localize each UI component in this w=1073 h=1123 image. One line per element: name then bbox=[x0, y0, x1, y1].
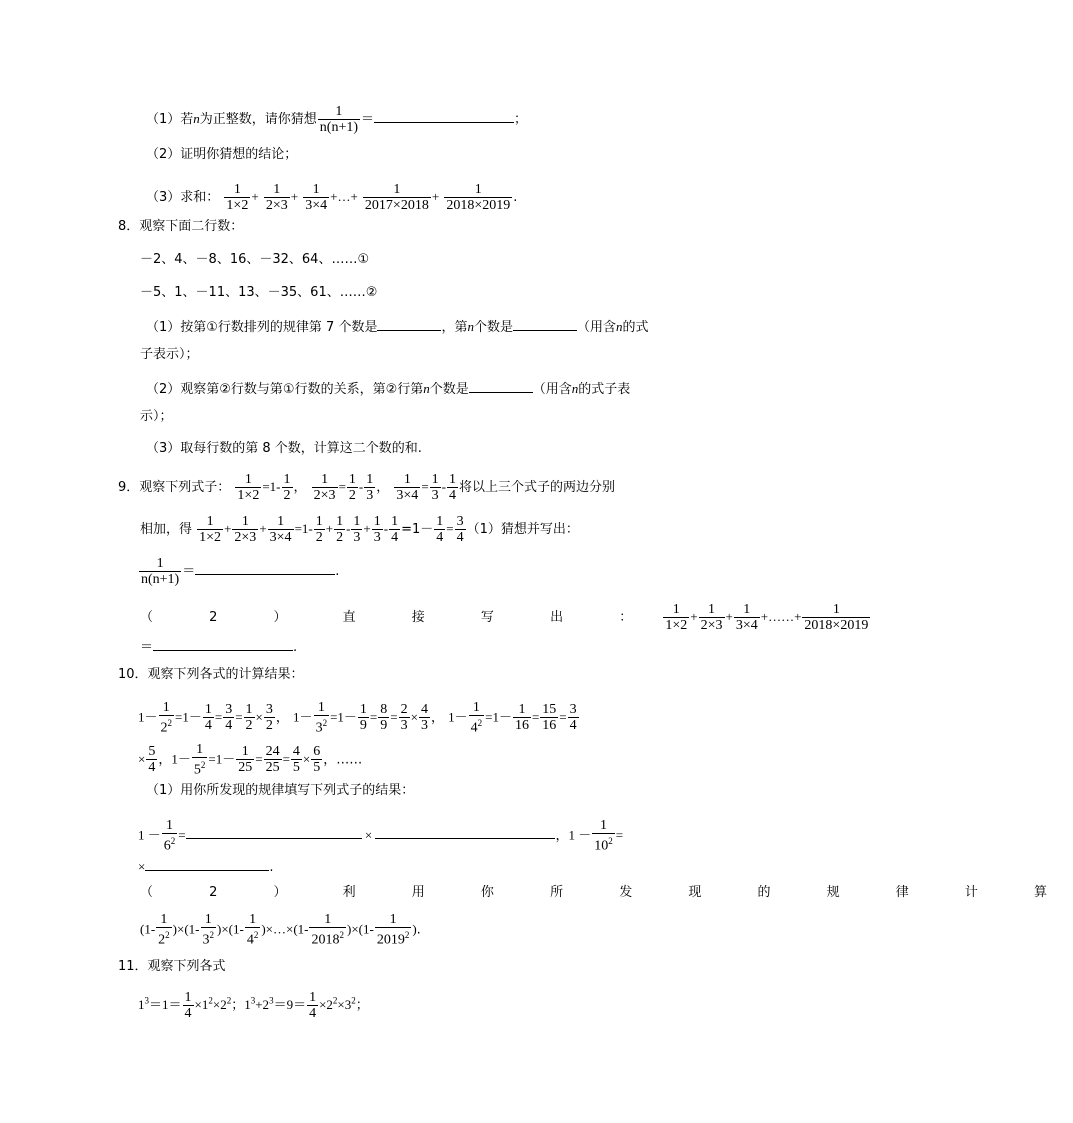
fraction: $\frac{1}{2017\times 2018}$ bbox=[364, 182, 429, 213]
q8-part3: （3）取每行数的第 8 个数，计算这二个数的和. bbox=[146, 441, 422, 456]
fraction: $\frac{1}{1\times 2}$ bbox=[226, 182, 249, 213]
q9-line3: $\frac{1}{n(n+1)}$ ＝ . bbox=[141, 556, 340, 587]
q10-part1: （1）用你所发现的规律填写下列式子的结果： bbox=[146, 783, 415, 798]
q8-title: 8．观察下面二行数： bbox=[118, 219, 244, 234]
q7-part3: （3）求和： $\frac{1}{1\times 2}$ + $\frac{1}{2\times 3}$ + $\frac{1}{3\times 4}$ +…+ $\frac{1}{2017\times 2018}$ + $\frac{1}{2018\times 2019}$ . bbox=[146, 182, 518, 213]
answer-blank bbox=[375, 824, 555, 839]
q8-row1: －2、4、－8、16、－32、64、……① bbox=[140, 252, 370, 267]
fraction: $\frac{1}{n(n+1)}$ bbox=[319, 104, 359, 135]
q10-line2: × $\frac{5}{4}$ ，1－ $\frac{1}{5^2}$ =1－ $\frac{1}{25}$ = $\frac{24}{25}$ = $\frac{4}{5}$ × $\frac{6}{5}$ ，…… bbox=[138, 742, 363, 778]
q9-part2-answer: ＝ . bbox=[140, 636, 297, 657]
q8-part2: （2）观察第②行数与第①行数的关系，第②行第n个数是 （用含n的式子表 bbox=[146, 378, 630, 399]
q11-title: 11．观察下列各式 bbox=[118, 959, 226, 974]
answer-blank bbox=[186, 824, 362, 839]
q9-part2: （ 2 ） 直 接 写 出 ： $\frac{1}{1\times 2}$ + $\frac{1}{2\times 3}$ + $\frac{1}{3\times 4}$ +……+ $\frac{1}{2018\times 2019}$ bbox=[140, 602, 869, 633]
q10-part1-expr-cont: × . bbox=[138, 856, 273, 877]
fraction: $\frac{1}{2\times 3}$ bbox=[265, 182, 288, 213]
q9-line1: 9．观察下列式子： $\frac{1}{1\times 2}$ =1- $\frac{1}{2}$ ， $\frac{1}{2\times 3}$ = $\frac{1}{2}$ - $\frac{1}{3}$ ， $\frac{1}{3\times 4}$ = $\frac{1}{3}$ - $\frac{1}{4}$ 将以上三个式子的两边分别 bbox=[118, 472, 616, 503]
q8-part2-cont: 示）； bbox=[140, 409, 173, 424]
q8-part1: （1）按第①行数排列的规律第 7 个数是 ，第n个数是 （用含n的式 bbox=[146, 316, 649, 337]
q8-part1-cont: 子表示）； bbox=[140, 347, 199, 362]
q11-line1: $1^3=1=$ $\frac{1}{4}$ $\times 1^2\times 2^2$；$1^3+2^3=9=$ $\frac{1}{4}$ $\times 2^2\times 3^2$； bbox=[138, 990, 369, 1021]
answer-blank bbox=[145, 856, 269, 871]
q7-part1: （1）若n为正整数，请你猜想 $\frac{1}{n(n+1)}$ ＝ ； bbox=[146, 104, 528, 135]
answer-blank bbox=[195, 560, 335, 575]
fraction: $\frac{1}{2018\times 2019}$ bbox=[446, 182, 511, 213]
q10-line1: 1－ $\frac{1}{2^2}$ =1－ $\frac{1}{4}$ = $\frac{3}{4}$ = $\frac{1}{2}$ × $\frac{3}{2}$ ， 1－ $\frac{1}{3^2}$ =1－ $\frac{1}{9}$ = $\frac{8}{9}$ = $\frac{2}{3}$ × $\frac{4}{3}$ ， 1－ $\frac{1}{4^2}$ =1－ $\frac{1}{16}$ = $\frac{15}{16}$ = $\frac{3}{4}$ bbox=[138, 700, 577, 736]
answer-blank bbox=[153, 636, 293, 651]
answer-blank bbox=[513, 316, 577, 331]
fraction: $\frac{1}{3\times 4}$ bbox=[305, 182, 328, 213]
q7-part2: （2）证明你猜想的结论； bbox=[146, 147, 298, 162]
q10-title: 10．观察下列各式的计算结果： bbox=[118, 667, 304, 682]
answer-blank bbox=[377, 316, 441, 331]
answer-blank bbox=[469, 378, 533, 393]
q9-line2: 相加，得 $\frac{1}{1\times 2}$ + $\frac{1}{2\times 3}$ + $\frac{1}{3\times 4}$ =1- $\frac{1}{2}$ + $\frac{1}{2}$ - $\frac{1}{3}$ + $\frac{1}{3}$ - $\frac{1}{4}$ =1－ $\frac{1}{4}$ = $\frac{3}{4}$ （1）猜想并写出： bbox=[140, 514, 579, 545]
answer-blank bbox=[374, 108, 514, 123]
q8-row2: －5、1、－11、13、－35、61、……② bbox=[140, 285, 378, 300]
q10-part2-expr: (1- $\frac{1}{2^2}$ )×(1- $\frac{1}{3^2}$ )×(1- $\frac{1}{4^2}$ )×…×(1- $\frac{1}{2018^2}$ )×(1- $\frac{1}{2019^2}$ ). bbox=[140, 912, 421, 948]
q10-part2: （ 2 ） 利 用 你 所 发 现 的 规 律 计 算 bbox=[140, 885, 1073, 900]
q10-part1-expr: 1 － $\frac{1}{6^2}$ = × ，1 － $\frac{1}{10^2}$ = bbox=[138, 818, 624, 854]
